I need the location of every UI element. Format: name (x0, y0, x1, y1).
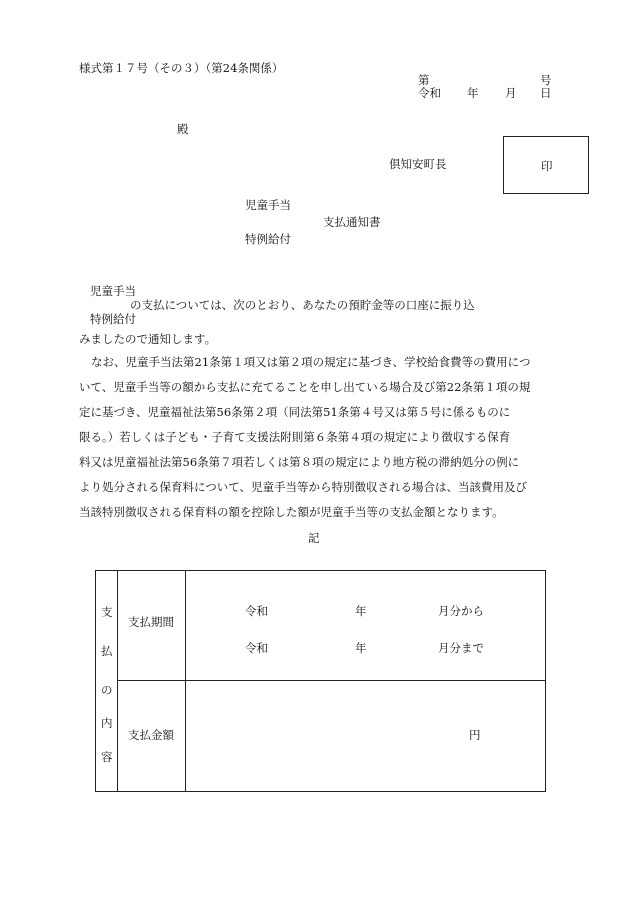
period-from-era: 令和 (245, 604, 268, 618)
addressee-honorific: 殿 (177, 122, 189, 136)
date-era: 令和 (418, 86, 441, 100)
side-label-char: 内 (101, 716, 113, 730)
date-month-unit: 月 (505, 86, 517, 100)
side-label-char: 支 (101, 605, 113, 619)
seal-box (503, 136, 589, 194)
table-divider-label (185, 570, 186, 792)
side-label-char: の (101, 683, 113, 697)
title-line-3: 特例給付 (245, 232, 291, 246)
period-from-month: 月分から (438, 604, 484, 618)
body-item-child-allowance: 児童手当 (90, 284, 136, 298)
form-number: 様式第１７号（その３）（第24条関係） (79, 61, 284, 75)
body-p2-line: いて、児童手当等の額から支払に充てることを申し出ている場合及び第22条第１項の規 (79, 380, 531, 394)
body-p1-text: の支払については、次のとおり、あなたの預貯金等の口座に振り込 (130, 298, 475, 312)
body-p2-line: 限る。）若しくは子ども・子育て支援法附則第６条第４項の規定により徴収する保育 (79, 430, 511, 444)
body-p2-line: なお、児童手当法第21条第１項又は第２項の規定に基づき、学校給食費等の費用につ (91, 355, 531, 369)
period-to-month: 月分まで (438, 641, 484, 655)
body-p2-line: より処分される保育料について、児童手当等から特別徴収される場合は、当該費用及び (79, 480, 528, 494)
body-p2-line: 料又は児童福祉法第56条第７項若しくは第８項の規定により地方税の滞納処分の例に (79, 455, 520, 469)
body-p1-continuation: みましたので通知します。 (79, 332, 217, 346)
period-from-year: 年 (355, 604, 367, 618)
date-year-unit: 年 (467, 86, 479, 100)
side-label-char: 払 (101, 644, 113, 658)
title-line-1: 児童手当 (245, 198, 291, 212)
date-day-unit: 日 (540, 86, 552, 100)
number-suffix: 号 (540, 73, 552, 87)
seal-label: 印 (541, 159, 553, 173)
period-label: 支払期間 (128, 615, 174, 629)
period-to-era: 令和 (245, 641, 268, 655)
body-p2-line: 当該特別徴収される保育料の額を控除した額が児童手当等の支払金額となります。 (79, 505, 504, 519)
note-label: 記 (308, 531, 320, 545)
issuer-name: 倶知安町長 (389, 157, 447, 171)
amount-label: 支払金額 (128, 728, 174, 742)
title-line-2: 支払通知書 (323, 215, 381, 229)
period-to-year: 年 (355, 641, 367, 655)
table-divider-side (117, 570, 118, 792)
amount-unit: 円 (469, 728, 481, 742)
body-item-special-benefit: 特例給付 (90, 312, 136, 326)
table-divider-row (117, 680, 546, 681)
number-prefix: 第 (418, 73, 430, 87)
body-p2-line: 定に基づき、児童福祉法第56条第２項（同法第51条第４号又は第５号に係るものに (79, 405, 511, 419)
side-label-char: 容 (101, 750, 113, 764)
